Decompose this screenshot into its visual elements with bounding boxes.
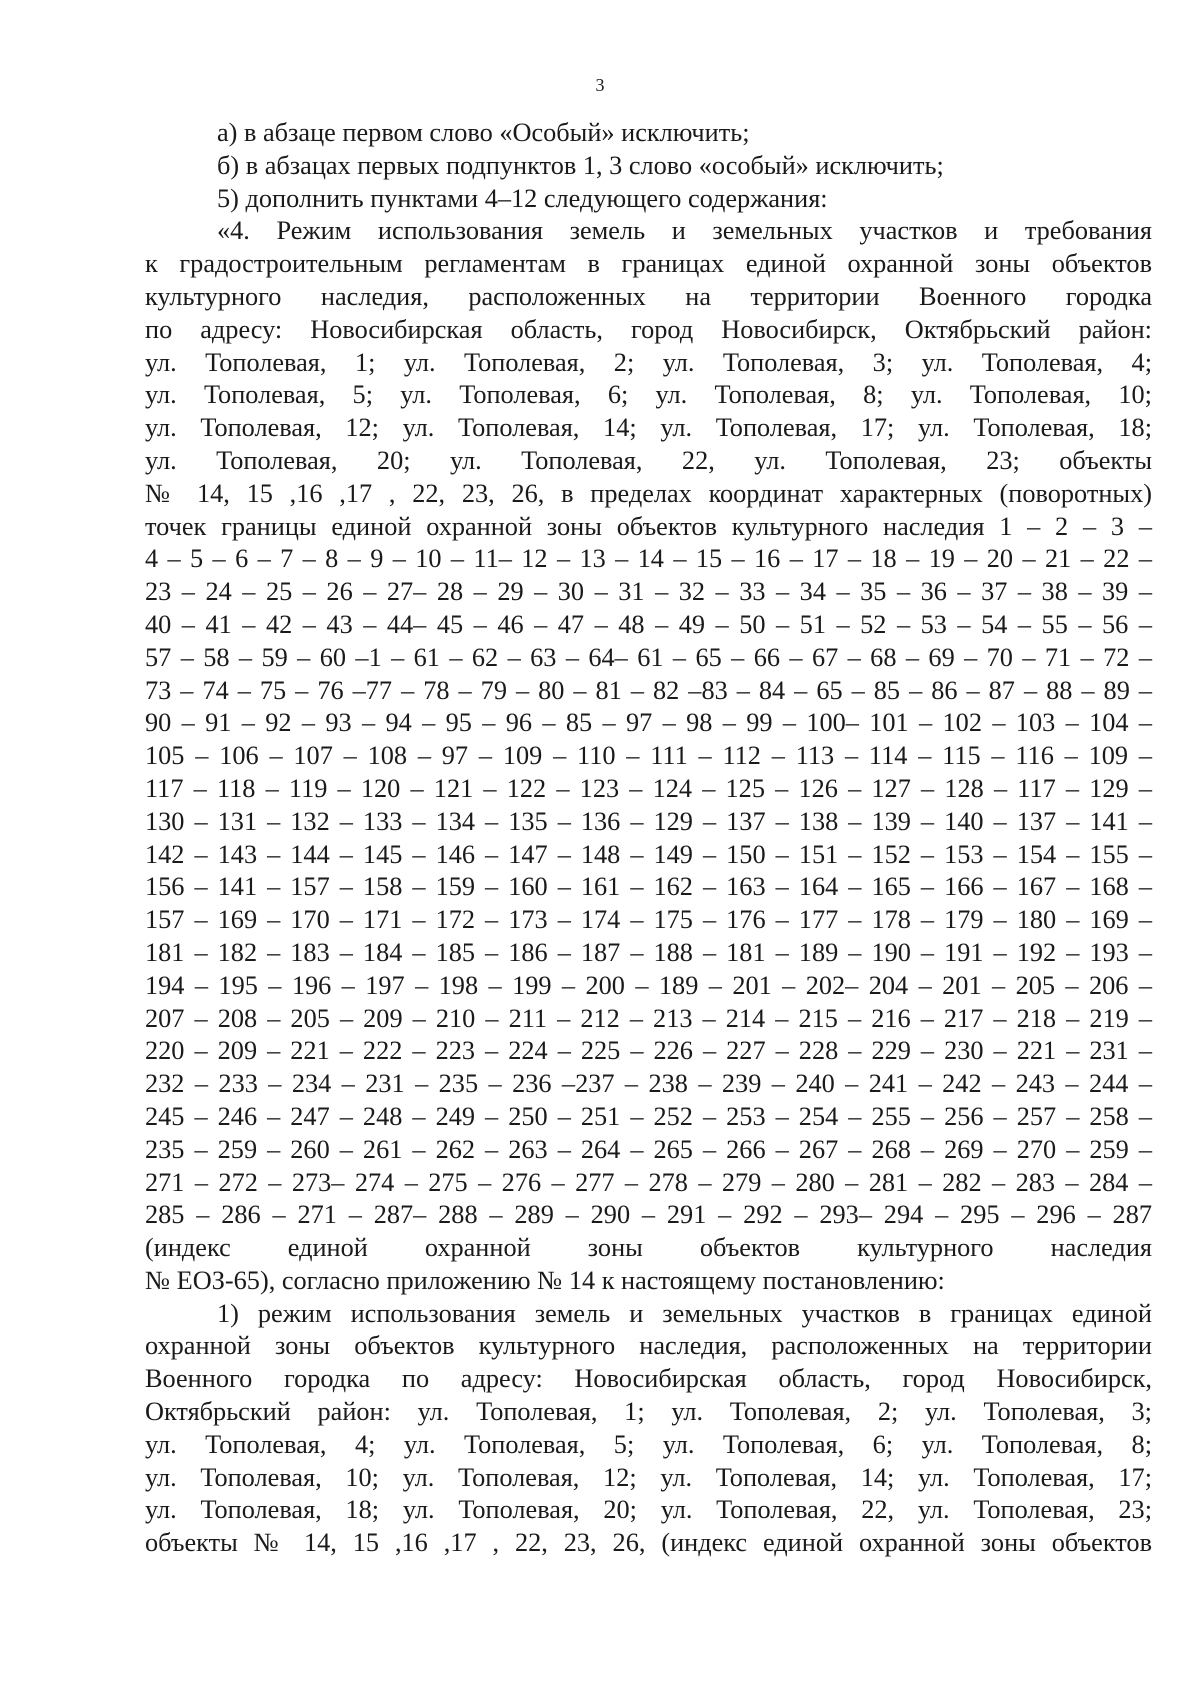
text-line: Октябрьский район: ул. Тополевая, 1; ул. Тополевая, 2; ул. Тополевая, 3; bbox=[145, 1397, 1152, 1427]
page-number: 3 bbox=[595, 75, 605, 95]
text-line: 142 – 143 – 144 – 145 – 146 – 147 – 148 – 149 – 150 – 151 – 152 – 153 – 154 – 155 – bbox=[145, 839, 1152, 869]
text-line: к градостроительным регламентам в границах единой охранной зоны объектов bbox=[145, 249, 1152, 279]
text-line: 235 – 259 – 260 – 261 – 262 – 263 – 264 – 265 – 266 – 267 – 268 – 269 – 270 – 259 – bbox=[145, 1134, 1152, 1164]
text-line: а) в абзаце первом слово «Особый» исключить; bbox=[217, 118, 750, 147]
text-line: ул. Тополевая, 20; ул. Тополевая, 22, ул. Тополевая, 23; объекты bbox=[145, 445, 1152, 475]
text-line: № 14, 15 ,16 ,17 , 22, 23, 26, в пределах координат характерных (поворотных) bbox=[145, 478, 1152, 508]
text-line: ул. Тополевая, 1; ул. Тополевая, 2; ул. Тополевая, 3; ул. Тополевая, 4; bbox=[145, 347, 1152, 377]
text-line: 4 – 5 – 6 – 7 – 8 – 9 – 10 – 11– 12 – 13 – 14 – 15 – 16 – 17 – 18 – 19 – 20 – 21 – 22 – bbox=[145, 544, 1152, 574]
text-line: культурного наследия, расположенных на территории Военного городка bbox=[145, 281, 1152, 311]
text-line: 130 – 131 – 132 – 133 – 134 – 135 – 136 – 129 – 137 – 138 – 139 – 140 – 137 – 141 – bbox=[145, 806, 1152, 836]
text-line: точек границы единой охранной зоны объектов культурного наследия 1 – 2 – 3 – bbox=[145, 511, 1152, 541]
text-line: 157 – 169 – 170 – 171 – 172 – 173 – 174 – 175 – 176 – 177 – 178 – 179 – 180 – 169 – bbox=[145, 905, 1152, 935]
text-line: ул. Тополевая, 12; ул. Тополевая, 14; ул. Тополевая, 17; ул. Тополевая, 18; bbox=[145, 413, 1152, 443]
text-line: 90 – 91 – 92 – 93 – 94 – 95 – 96 – 85 – 97 – 98 – 99 – 100– 101 – 102 – 103 – 104 – bbox=[145, 708, 1152, 738]
text-line: Военного городка по адресу: Новосибирская область, город Новосибирск, bbox=[145, 1364, 1152, 1394]
text-line: (индекс единой охранной зоны объектов культурного наследия bbox=[145, 1233, 1152, 1263]
text-line: 220 – 209 – 221 – 222 – 223 – 224 – 225 – 226 – 227 – 228 – 229 – 230 – 221 – 231 – bbox=[145, 1036, 1152, 1066]
text-line: 232 – 233 – 234 – 231 – 235 – 236 –237 – 238 – 239 – 240 – 241 – 242 – 243 – 244 – bbox=[145, 1069, 1152, 1099]
text-line: 271 – 272 – 273– 274 – 275 – 276 – 277 – 278 – 279 – 280 – 281 – 282 – 283 – 284 – bbox=[145, 1167, 1152, 1197]
text-line: охранной зоны объектов культурного наследия, расположенных на территории bbox=[145, 1331, 1152, 1361]
text-line: ул. Тополевая, 5; ул. Тополевая, 6; ул. Тополевая, 8; ул. Тополевая, 10; bbox=[145, 380, 1152, 410]
text-line: ул. Тополевая, 4; ул. Тополевая, 5; ул. Тополевая, 6; ул. Тополевая, 8; bbox=[145, 1429, 1152, 1459]
text-line: 156 – 141 – 157 – 158 – 159 – 160 – 161 – 162 – 163 – 164 – 165 – 166 – 167 – 168 – bbox=[145, 872, 1152, 902]
text-line: 5) дополнить пунктами 4–12 следующего содержания: bbox=[217, 183, 828, 213]
text-line: объекты № 14, 15 ,16 ,17 , 22, 23, 26, (индекс единой охранной зоны объектов bbox=[145, 1528, 1152, 1558]
text-line: «4. Режим использования земель и земельных участков и требования bbox=[217, 216, 1152, 246]
text-line: 285 – 286 – 271 – 287– 288 – 289 – 290 – 291 – 292 – 293– 294 – 295 – 296 – 287 bbox=[145, 1200, 1152, 1230]
text-line: 117 – 118 – 119 – 120 – 121 – 122 – 123 – 124 – 125 – 126 – 127 – 128 – 117 – 129 – bbox=[145, 773, 1152, 803]
text-line: 194 – 195 – 196 – 197 – 198 – 199 – 200 – 189 – 201 – 202– 204 – 201 – 205 – 206 – bbox=[145, 970, 1152, 1000]
text-line: ул. Тополевая, 18; ул. Тополевая, 20; ул. Тополевая, 22, ул. Тополевая, 23; bbox=[145, 1495, 1152, 1525]
text-line: 73 – 74 – 75 – 76 –77 – 78 – 79 – 80 – 81 – 82 –83 – 84 – 65 – 85 – 86 – 87 – 88 – 89 – bbox=[145, 675, 1152, 705]
text-line: 207 – 208 – 205 – 209 – 210 – 211 – 212 – 213 – 214 – 215 – 216 – 217 – 218 – 219 – bbox=[145, 1003, 1152, 1033]
text-line: 57 – 58 – 59 – 60 –1 – 61 – 62 – 63 – 64– 61 – 65 – 66 – 67 – 68 – 69 – 70 – 71 – 72 – bbox=[145, 642, 1152, 672]
text-line: 245 – 246 – 247 – 248 – 249 – 250 – 251 – 252 – 253 – 254 – 255 – 256 – 257 – 258 – bbox=[145, 1101, 1152, 1131]
text-line: по адресу: Новосибирская область, город Новосибирск, Октябрьский район: bbox=[145, 314, 1152, 344]
text-line: № ЕОЗ-65), согласно приложению № 14 к настоящему постановлению: bbox=[145, 1265, 945, 1295]
text-line: 23 – 24 – 25 – 26 – 27– 28 – 29 – 30 – 31 – 32 – 33 – 34 – 35 – 36 – 37 – 38 – 39 – bbox=[145, 577, 1152, 607]
text-line: б) в абзацах первых подпунктов 1, 3 слово «особый» исключить; bbox=[217, 150, 944, 180]
document-body bbox=[145, 117, 1152, 1560]
text-line: 181 – 182 – 183 – 184 – 185 – 186 – 187 – 188 – 181 – 189 – 190 – 191 – 192 – 193 – bbox=[145, 937, 1152, 967]
text-line: 1) режим использования земель и земельных участков в границах единой bbox=[217, 1298, 1152, 1328]
text-line: 105 – 106 – 107 – 108 – 97 – 109 – 110 – 111 – 112 – 113 – 114 – 115 – 116 – 109 – bbox=[145, 741, 1152, 771]
text-line: ул. Тополевая, 10; ул. Тополевая, 12; ул. Тополевая, 14; ул. Тополевая, 17; bbox=[145, 1462, 1152, 1492]
text-line: 40 – 41 – 42 – 43 – 44– 45 – 46 – 47 – 48 – 49 – 50 – 51 – 52 – 53 – 54 – 55 – 56 – bbox=[145, 609, 1152, 639]
